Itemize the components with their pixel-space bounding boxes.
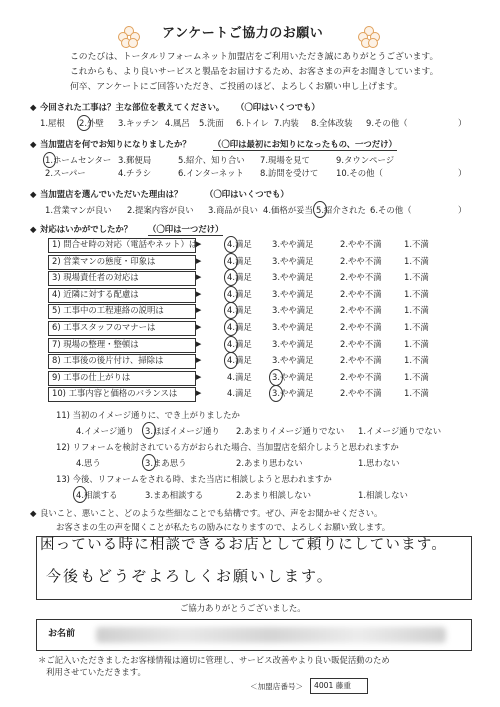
intro-line-3: 何卒、アンケートにご回答いただき、ご投函のほど、よろしくお願い申し上げます。 xyxy=(70,82,403,92)
q4-selected-circle xyxy=(224,302,238,319)
q13-option-4[interactable]: 4.相談する xyxy=(76,490,118,500)
q4-arrow-icon: ▶ xyxy=(196,273,202,282)
q4-option[interactable]: 4.満足 xyxy=(227,305,252,316)
q12-option-4[interactable]: 4.思う xyxy=(76,458,101,468)
q3-selected-circle xyxy=(313,201,327,218)
q3-option-1[interactable]: 1.営業マンが良い xyxy=(45,205,112,215)
q4-option[interactable]: 3.やや満足 xyxy=(272,255,314,266)
q2-option-8[interactable]: 8.訪問を受けて xyxy=(260,168,319,178)
q4-item-label: 3) 現場責任者の対応は xyxy=(52,272,139,283)
q4-option[interactable]: 2.やや不満 xyxy=(340,388,382,399)
q12-option-2[interactable]: 2.あまり思わない xyxy=(236,458,303,468)
q4-option[interactable]: 3.やや満足 xyxy=(272,338,314,349)
q11-option-4[interactable]: 4.イメージ通り xyxy=(76,426,134,436)
q4-option[interactable]: 1.不満 xyxy=(404,388,429,399)
q4-option[interactable]: 3.やや満足 xyxy=(272,322,314,332)
q4-option[interactable]: 2.やや不満 xyxy=(340,322,382,332)
feedback-handwritten-2: 今後もどうぞよろしくお願いします。 xyxy=(46,567,334,585)
q4-option[interactable]: 4.満足 xyxy=(227,272,252,283)
q4-option[interactable]: 2.やや不満 xyxy=(340,272,382,283)
q4-option[interactable]: 1.不満 xyxy=(404,371,429,382)
q4-option[interactable]: 1.不満 xyxy=(404,272,429,283)
q4-selected-circle xyxy=(224,286,238,303)
q4-selected-circle xyxy=(224,269,238,286)
q4-option[interactable]: 2.やや不満 xyxy=(340,355,382,366)
q3-option-3[interactable]: 3.商品が良い xyxy=(208,205,258,215)
q4-selected-circle xyxy=(269,369,283,386)
q12-option-3[interactable]: 3.まあ思う xyxy=(145,458,187,468)
flower-right-icon xyxy=(358,26,378,46)
q4-bullet: ◆ xyxy=(30,224,37,234)
q13-label: 13) 今後、リフォームをされる時、また当店に相談しようと思われますか xyxy=(56,474,332,484)
q2-label: 当加盟店を何でお知りになりましたか？ xyxy=(40,139,191,149)
footer-note-1: ＊ご記入いただきましたお客様情報は適切に管理し、サービス改善やより良い販促活動のため xyxy=(38,655,390,665)
q2-close: ） xyxy=(458,168,467,178)
q1-option-5[interactable]: 5.洗面 xyxy=(199,118,224,128)
q4-arrow-icon: ▶ xyxy=(196,306,202,315)
q4-arrow-icon: ▶ xyxy=(196,372,202,381)
q11-label: 11) 当初のイメージ通りに、でき上がりましたか xyxy=(56,410,240,420)
q1-label: 今回された工事は？主な部位を教えてください。 xyxy=(40,102,225,112)
q4-option[interactable]: 4.満足 xyxy=(227,338,252,349)
feedback-label: 良いこと、悪いこと、どのような些細なことでも結構です。ぜひ、声をお聞かせください。 xyxy=(40,508,383,518)
q1-option-3[interactable]: 3.キッチン xyxy=(118,118,159,128)
q3-option-6[interactable]: 6.その他（ xyxy=(370,205,412,215)
q11-option-3[interactable]: 3.ほぼイメージ通り xyxy=(145,426,220,436)
q12-selected-circle xyxy=(142,454,156,471)
q4-item-label: 9) 工事の仕上がりは xyxy=(52,371,131,382)
q1-option-4[interactable]: 4.風呂 xyxy=(165,118,190,128)
q1-option-2[interactable]: 2.外壁 xyxy=(79,118,104,128)
q11-option-2[interactable]: 2.あまりイメージ通りでない xyxy=(236,426,345,436)
feedback-sub: お客さまの生の声を聞くことが私たちの励みになりますので、よろしくお願い致します。 xyxy=(56,522,391,532)
q3-close: ） xyxy=(458,205,467,215)
q4-option[interactable]: 4.満足 xyxy=(227,239,252,249)
q2-option-4[interactable]: 4.チラシ xyxy=(118,168,152,178)
q4-option[interactable]: 4.満足 xyxy=(227,322,252,332)
q4-option[interactable]: 1.不満 xyxy=(404,338,429,349)
q2-selected-circle xyxy=(43,152,56,168)
q4-selected-circle xyxy=(224,253,238,270)
q11-option-1[interactable]: 1.イメージ通りでない xyxy=(358,426,442,436)
q1-bullet: ◆ xyxy=(30,102,37,112)
q4-option[interactable]: 2.やや不満 xyxy=(340,338,382,349)
q2-option-5[interactable]: 5.紹介、知り合い xyxy=(178,155,245,165)
q2-option-10[interactable]: 10.その他（ xyxy=(336,168,383,178)
q2-option-3[interactable]: 3.郵便局 xyxy=(118,155,152,165)
q2-option-9[interactable]: 9.タウンページ xyxy=(336,155,395,165)
q2-option-7[interactable]: 7.現場を見て xyxy=(260,155,310,165)
q4-item-label: 1) 問合せ時の対応（電話やネット）は xyxy=(52,239,198,249)
q3-option-2[interactable]: 2.提案内容が良い xyxy=(127,205,194,215)
footer-note-2: 利用させていただきます。 xyxy=(46,667,146,677)
q4-option[interactable]: 3.やや満足 xyxy=(272,239,314,249)
q4-option[interactable]: 1.不満 xyxy=(404,305,429,316)
q4-option[interactable]: 3.やや満足 xyxy=(272,371,314,382)
q12-label: 12) リフォームを検討されている方がおられた場合、当加盟店を紹介しようと思われますか xyxy=(56,442,399,452)
feedback-handwritten-1: 困っている時に相談できるお店として頼りにしています。 xyxy=(40,537,448,553)
q4-option[interactable]: 3.やや満足 xyxy=(272,272,314,283)
q4-option[interactable]: 4.満足 xyxy=(227,255,252,266)
q1-option-7[interactable]: 7.内装 xyxy=(274,118,299,128)
q4-item-label: 7) 現場の整理・整頓は xyxy=(52,338,139,349)
q4-item-label: 6) 工事スタッフのマナーは xyxy=(52,322,156,332)
q13-selected-circle xyxy=(73,486,87,503)
store-number-value: 4001 藤重 xyxy=(314,681,351,690)
intro-line-1: このたびは、トータルリフォームネット加盟店をご利用いただき誠にありがとうございます。 xyxy=(70,52,439,62)
q4-option[interactable]: 1.不満 xyxy=(404,255,429,266)
q3-bullet: ◆ xyxy=(30,189,37,199)
q4-item-label: 2) 営業マンの態度・印象は xyxy=(52,255,156,266)
q4-selected-circle xyxy=(269,385,283,402)
q4-arrow-icon: ▶ xyxy=(196,389,202,398)
q4-option[interactable]: 3.やや満足 xyxy=(272,305,314,316)
q1-option-8[interactable]: 8.全体改装 xyxy=(311,118,353,128)
q1-option-9[interactable]: 9.その他（ xyxy=(366,118,408,128)
q1-option-1[interactable]: 1.屋根 xyxy=(40,118,65,128)
q4-arrow-icon: ▶ xyxy=(196,240,202,248)
q4-option[interactable]: 1.不満 xyxy=(404,239,429,249)
q4-option[interactable]: 3.やや満足 xyxy=(272,388,314,399)
q3-option-5[interactable]: 5.紹介された xyxy=(316,205,366,215)
q4-label: 対応はいかがでしたか？ xyxy=(40,224,133,234)
q4-option[interactable]: 4.満足 xyxy=(227,288,252,299)
q4-arrow-icon: ▶ xyxy=(196,289,202,298)
q3-option-4[interactable]: 4.価格が妥当 xyxy=(263,205,313,215)
q4-selected-circle xyxy=(224,336,238,353)
q4-option[interactable]: 4.満足 xyxy=(227,355,252,366)
q1-selected-circle xyxy=(77,115,91,131)
q13-option-3[interactable]: 3.まあ相談する xyxy=(145,490,204,500)
q4-option[interactable]: 3.やや満足 xyxy=(272,355,314,366)
q4-item-label: 10) 工事内容と価格のバランスは xyxy=(52,388,178,399)
q4-item-label: 4) 近隣に対する配慮は xyxy=(52,288,139,299)
q4-option[interactable]: 2.やや不満 xyxy=(340,239,382,249)
q4-item-label: 5) 工事中の工程連絡の説明は xyxy=(52,305,164,316)
name-label: お名前 xyxy=(48,629,76,639)
q4-option[interactable]: 2.やや不満 xyxy=(340,288,382,299)
q4-arrow-icon: ▶ xyxy=(196,323,202,331)
q4-option[interactable]: 3.やや満足 xyxy=(272,288,314,299)
store-number-label: ＜加盟店番号＞ xyxy=(250,682,304,691)
q1-option-6[interactable]: 6.トイレ xyxy=(236,118,269,128)
q4-option[interactable]: 2.やや不満 xyxy=(340,305,382,316)
q2-option-1[interactable]: 1.ホームセンター xyxy=(45,155,112,165)
name-redaction xyxy=(96,627,446,643)
q2-option-2[interactable]: 2.スーパー xyxy=(45,168,86,178)
intro-line-2: これからも、より良いサービスと製品をお届けするため、お客さまの声をお聞きしています。 xyxy=(70,67,439,77)
q3-note: （〇印はいくつでも） xyxy=(205,189,289,199)
q4-selected-circle xyxy=(224,352,238,369)
q4-selected-circle xyxy=(224,319,238,336)
page-title: アンケートご協力のお願い xyxy=(162,26,324,41)
q4-arrow-icon: ▶ xyxy=(196,356,202,365)
q4-option[interactable]: 4.満足 xyxy=(227,388,252,399)
q2-bullet: ◆ xyxy=(30,139,37,149)
q1-close: ） xyxy=(458,118,467,128)
q12-option-1[interactable]: 1.思わない xyxy=(358,458,400,468)
q4-selected-circle xyxy=(224,236,238,253)
thanks-text: ご協力ありがとうございました。 xyxy=(180,603,306,613)
q1-note: （〇印はいくつでも） xyxy=(236,102,320,112)
q4-arrow-icon: ▶ xyxy=(196,339,202,348)
q13-option-2[interactable]: 2.あまり相談しない xyxy=(236,490,311,500)
q4-option[interactable]: 1.不満 xyxy=(404,288,429,299)
q4-note: （〇印は一つだけ） xyxy=(148,224,224,234)
q13-option-1[interactable]: 1.相談しない xyxy=(358,490,408,500)
q3-label: 当加盟店を選んでいただいた理由は？ xyxy=(40,189,183,199)
q4-arrow-icon: ▶ xyxy=(196,256,202,265)
q11-selected-circle xyxy=(142,422,156,439)
q4-option[interactable]: 2.やや不満 xyxy=(340,255,382,266)
flower-left-icon xyxy=(118,26,138,46)
feedback-bullet: ◆ xyxy=(30,508,37,518)
q4-option[interactable]: 1.不満 xyxy=(404,355,429,366)
q4-option[interactable]: 2.やや不満 xyxy=(340,371,382,382)
q2-option-6[interactable]: 6.インターネット xyxy=(178,168,244,178)
q4-option[interactable]: 1.不満 xyxy=(404,322,429,332)
q2-note: （〇印は最初にお知りになったもの、一つだけ） xyxy=(213,139,397,149)
q4-option[interactable]: 4.満足 xyxy=(227,371,252,382)
q4-item-label: 8) 工事後の後片付け、掃除は xyxy=(52,355,164,366)
